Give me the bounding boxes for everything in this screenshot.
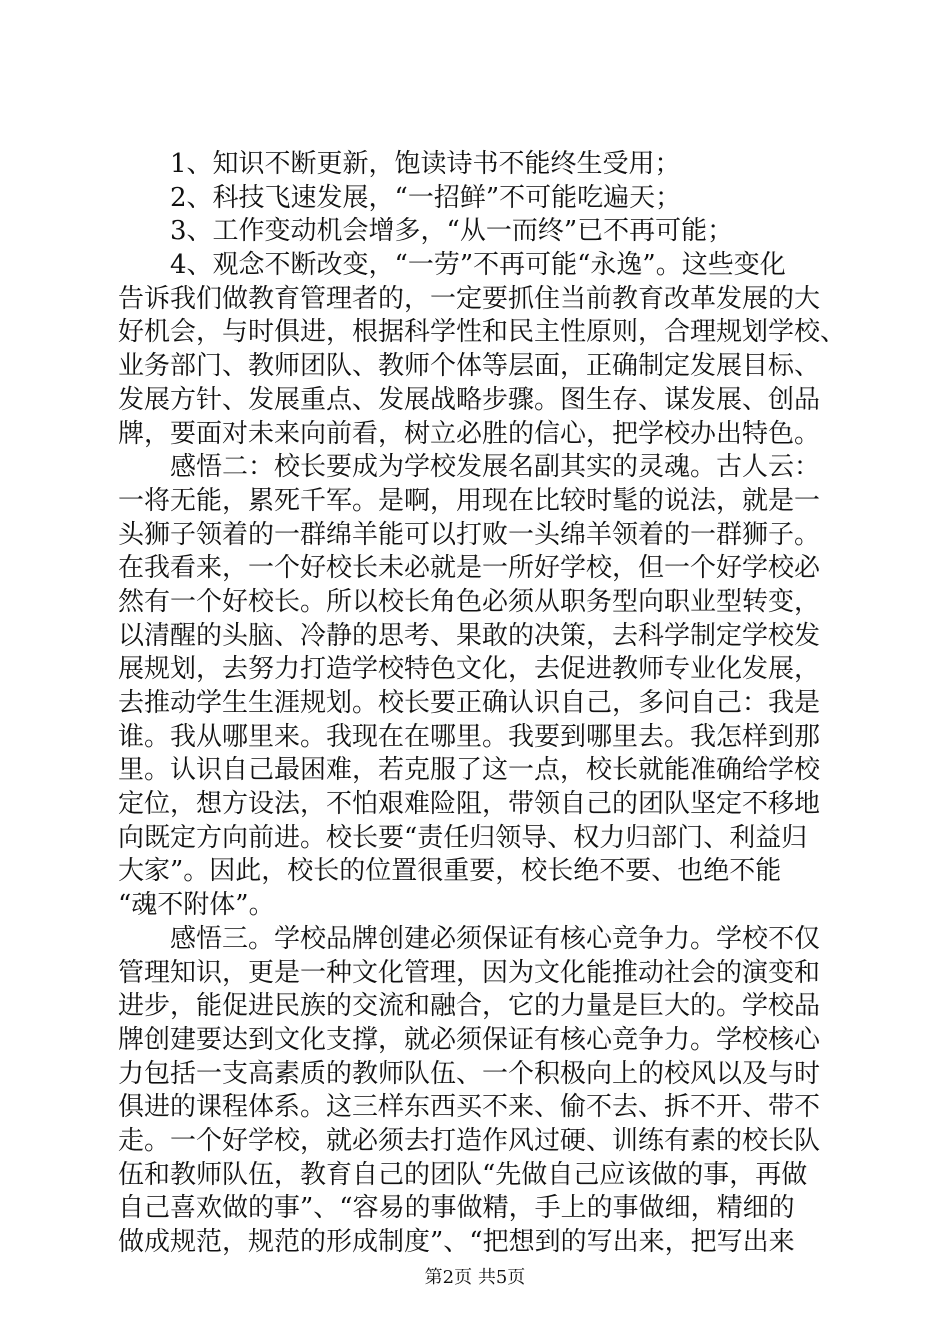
text-line: 进步，能促进民族的交流和融合，它的力量是巨大的。学校品 xyxy=(118,991,821,1022)
text-line: 俱进的课程体系。这三样东西买不来、偷不去、拆不开、带不 xyxy=(118,1092,821,1123)
text-line: 3、工作变动机会增多，“从一而终”已不再可能； xyxy=(170,216,734,247)
text-line: 牌创建要达到文化支撑，就必须保证有核心竞争力。学校核心 xyxy=(118,1024,821,1055)
text-line: 牌，要面对未来向前看，树立必胜的信心，把学校办出特色。 xyxy=(118,418,821,449)
text-line: 管理知识，更是一种文化管理，因为文化能推动社会的演变和 xyxy=(118,957,821,988)
text-line: 1、知识不断更新，饱读诗书不能终生受用； xyxy=(170,149,681,179)
text-line: 谁。我从哪里来。我现在在哪里。我要到哪里去。我怎样到那 xyxy=(118,721,821,752)
text-line: 以清醒的头脑、冷静的思考、果敢的决策，去科学制定学校发 xyxy=(118,620,821,651)
text-line: 大家”。因此，校长的位置很重要，校长绝不要、也绝不能 xyxy=(118,856,782,887)
text-line: 向既定方向前进。校长要“责任归领导、权力归部门、利益归 xyxy=(118,822,808,853)
text-line: 业务部门、教师团队、教师个体等层面，正确制定发展目标、 xyxy=(118,351,821,382)
text-line: 告诉我们做教育管理者的，一定要抓住当前教育改革发展的大 xyxy=(118,283,821,314)
text-line: 感悟二：校长要成为学校发展名副其实的灵魂。古人云： xyxy=(170,452,821,483)
text-line: 然有一个好校长。所以校长角色必须从职务型向职业型转变， xyxy=(118,586,821,617)
text-line: 2、科技飞速发展，“一招鲜”不可能吃遍天； xyxy=(170,182,682,213)
page-footer: 第2页 共5页 xyxy=(424,1267,526,1288)
text-line: 伍和教师队伍，教育自己的团队“先做自己应该做的事，再做 xyxy=(118,1159,808,1190)
text-line: “魂不附体”。 xyxy=(118,890,275,921)
text-line: 4、观念不断改变，“一劳”不再可能“永逸”。这些变化 xyxy=(170,250,786,281)
text-line: 好机会，与时俱进，根据科学性和民主性原则，合理规划学校、 xyxy=(118,317,847,348)
text-line: 走。一个好学校，就必须去打造作风过硬、训练有素的校长队 xyxy=(118,1125,821,1156)
text-line: 做成规范，规范的形成制度”、“把想到的写出来，把写出来 xyxy=(118,1227,795,1257)
text-line: 感悟三。学校品牌创建必须保证有核心竞争力。学校不仅 xyxy=(170,923,821,954)
text-line: 里。认识自己最困难，若克服了这一点，校长就能准确给学校 xyxy=(118,755,821,786)
text-line: 自己喜欢做的事”、“容易的事做精，手上的事做细，精细的 xyxy=(118,1193,795,1224)
text-line: 力包括一支高素质的教师队伍、一个积极向上的校风以及与时 xyxy=(118,1058,821,1089)
text-line: 头狮子领着的一群绵羊能可以打败一头绵羊领着的一群狮子。 xyxy=(118,519,821,550)
text-line: 在我看来，一个好校长未必就是一所好学校，但一个好学校必 xyxy=(118,553,821,584)
text-line: 发展方针、发展重点、发展战略步骤。图生存、谋发展、创品 xyxy=(118,384,821,415)
text-line: 一将无能，累死千军。是啊，用现在比较时髦的说法，就是一 xyxy=(118,485,821,516)
text-line: 定位，想方设法，不怕艰难险阻，带领自己的团队坚定不移地 xyxy=(118,789,821,820)
text-line: 展规划，去努力打造学校特色文化，去促进教师专业化发展， xyxy=(118,654,821,685)
text-line: 去推动学生生涯规划。校长要正确认识自己，多问自己：我是 xyxy=(118,688,821,718)
document-body xyxy=(118,148,847,1260)
